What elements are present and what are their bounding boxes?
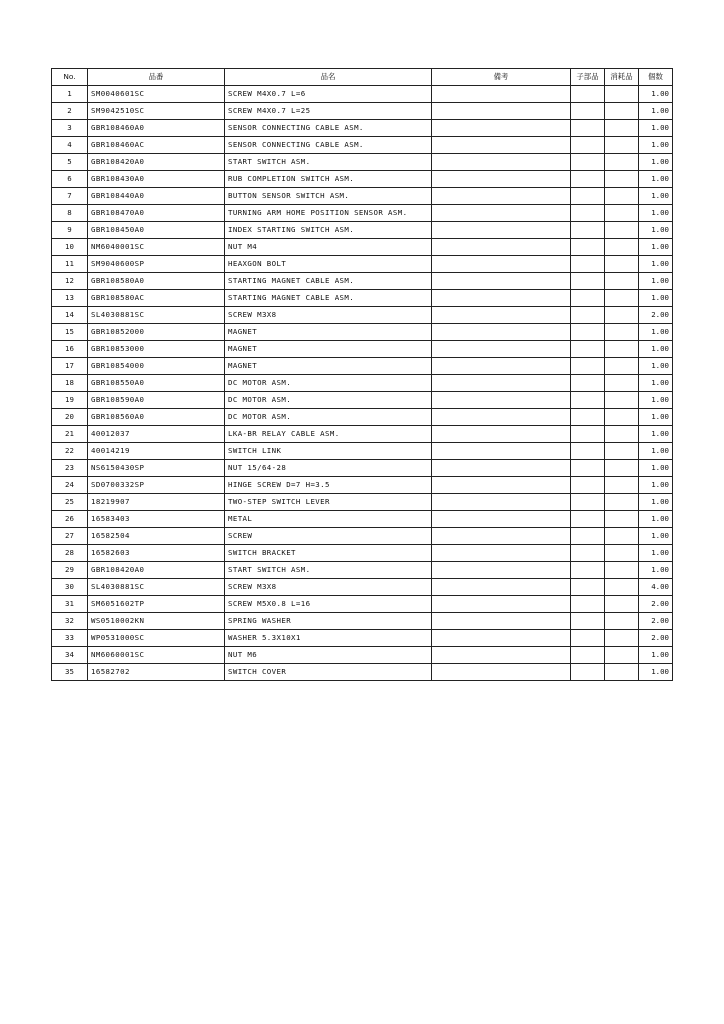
cell-no: 34 — [52, 647, 88, 664]
cell-no: 12 — [52, 273, 88, 290]
cell-no: 25 — [52, 494, 88, 511]
cell-quantity: 1.00 — [639, 443, 673, 460]
table-row — [52, 205, 673, 222]
cell-no: 4 — [52, 137, 88, 154]
cell-remarks — [432, 409, 571, 426]
header-subpart: 子部品 — [571, 69, 605, 86]
cell-no: 13 — [52, 290, 88, 307]
cell-consumable — [605, 120, 639, 137]
cell-quantity: 1.00 — [639, 511, 673, 528]
table-row — [52, 477, 673, 494]
cell-no: 33 — [52, 630, 88, 647]
cell-remarks — [432, 222, 571, 239]
cell-consumable — [605, 358, 639, 375]
cell-subpart — [571, 86, 605, 103]
cell-remarks — [432, 205, 571, 222]
cell-quantity: 1.00 — [639, 103, 673, 120]
cell-consumable — [605, 392, 639, 409]
cell-part-name: MAGNET — [225, 324, 432, 341]
cell-part-no: 40014219 — [88, 443, 225, 460]
cell-part-no: GBR108590A0 — [88, 392, 225, 409]
cell-part-no: GBR10852000 — [88, 324, 225, 341]
cell-part-no: 16582603 — [88, 545, 225, 562]
parts-list-page — [51, 68, 673, 681]
cell-no: 7 — [52, 188, 88, 205]
cell-remarks — [432, 460, 571, 477]
cell-consumable — [605, 341, 639, 358]
cell-part-name: MAGNET — [225, 341, 432, 358]
cell-subpart — [571, 460, 605, 477]
cell-subpart — [571, 341, 605, 358]
table-row — [52, 443, 673, 460]
table-row — [52, 494, 673, 511]
cell-quantity: 1.00 — [639, 664, 673, 681]
cell-remarks — [432, 358, 571, 375]
cell-quantity: 2.00 — [639, 630, 673, 647]
cell-consumable — [605, 324, 639, 341]
cell-remarks — [432, 375, 571, 392]
cell-quantity: 1.00 — [639, 171, 673, 188]
cell-subpart — [571, 528, 605, 545]
cell-subpart — [571, 239, 605, 256]
cell-part-name: METAL — [225, 511, 432, 528]
cell-quantity: 2.00 — [639, 596, 673, 613]
cell-part-name: DC MOTOR ASM. — [225, 392, 432, 409]
cell-quantity: 1.00 — [639, 239, 673, 256]
table-row — [52, 392, 673, 409]
cell-part-no: SL4030881SC — [88, 579, 225, 596]
cell-part-name: SCREW M4X0.7 L=25 — [225, 103, 432, 120]
header-consumable: 消耗品 — [605, 69, 639, 86]
cell-no: 8 — [52, 205, 88, 222]
cell-remarks — [432, 562, 571, 579]
cell-subpart — [571, 256, 605, 273]
cell-remarks — [432, 307, 571, 324]
cell-quantity: 1.00 — [639, 358, 673, 375]
cell-consumable — [605, 443, 639, 460]
cell-no: 3 — [52, 120, 88, 137]
cell-consumable — [605, 137, 639, 154]
cell-consumable — [605, 375, 639, 392]
cell-subpart — [571, 545, 605, 562]
cell-no: 18 — [52, 375, 88, 392]
cell-quantity: 1.00 — [639, 154, 673, 171]
cell-consumable — [605, 613, 639, 630]
cell-consumable — [605, 290, 639, 307]
cell-quantity: 1.00 — [639, 477, 673, 494]
cell-remarks — [432, 273, 571, 290]
cell-no: 22 — [52, 443, 88, 460]
cell-remarks — [432, 596, 571, 613]
cell-part-name: TWO-STEP SWITCH LEVER — [225, 494, 432, 511]
table-row — [52, 426, 673, 443]
cell-no: 29 — [52, 562, 88, 579]
cell-quantity: 1.00 — [639, 375, 673, 392]
header-remarks: 備考 — [432, 69, 571, 86]
table-row — [52, 154, 673, 171]
cell-quantity: 1.00 — [639, 324, 673, 341]
table-row — [52, 630, 673, 647]
cell-subpart — [571, 494, 605, 511]
cell-consumable — [605, 273, 639, 290]
cell-subpart — [571, 562, 605, 579]
cell-part-no: NM6040001SC — [88, 239, 225, 256]
cell-remarks — [432, 528, 571, 545]
cell-consumable — [605, 222, 639, 239]
cell-part-name: START SWITCH ASM. — [225, 562, 432, 579]
cell-part-name: SWITCH COVER — [225, 664, 432, 681]
cell-no: 23 — [52, 460, 88, 477]
cell-subpart — [571, 511, 605, 528]
cell-quantity: 4.00 — [639, 579, 673, 596]
cell-no: 32 — [52, 613, 88, 630]
table-row — [52, 375, 673, 392]
parts-table — [51, 68, 673, 681]
cell-part-no: GBR10853000 — [88, 341, 225, 358]
cell-subpart — [571, 324, 605, 341]
cell-part-name: STARTING MAGNET CABLE ASM. — [225, 273, 432, 290]
table-row — [52, 307, 673, 324]
table-row — [52, 460, 673, 477]
cell-remarks — [432, 290, 571, 307]
cell-subpart — [571, 613, 605, 630]
table-row — [52, 324, 673, 341]
cell-subpart — [571, 120, 605, 137]
cell-part-name: SCREW M4X0.7 L=6 — [225, 86, 432, 103]
cell-subpart — [571, 290, 605, 307]
cell-quantity: 1.00 — [639, 562, 673, 579]
cell-no: 9 — [52, 222, 88, 239]
cell-part-no: SM9040600SP — [88, 256, 225, 273]
cell-subpart — [571, 171, 605, 188]
cell-consumable — [605, 171, 639, 188]
cell-no: 16 — [52, 341, 88, 358]
cell-part-no: 16582702 — [88, 664, 225, 681]
cell-part-no: SM6051602TP — [88, 596, 225, 613]
cell-consumable — [605, 409, 639, 426]
cell-part-name: HEAXGON BOLT — [225, 256, 432, 273]
table-row — [52, 562, 673, 579]
table-row — [52, 664, 673, 681]
cell-subpart — [571, 596, 605, 613]
cell-no: 2 — [52, 103, 88, 120]
cell-part-name: LKA-BR RELAY CABLE ASM. — [225, 426, 432, 443]
cell-subpart — [571, 477, 605, 494]
cell-no: 30 — [52, 579, 88, 596]
cell-subpart — [571, 358, 605, 375]
cell-consumable — [605, 494, 639, 511]
cell-remarks — [432, 545, 571, 562]
cell-remarks — [432, 188, 571, 205]
cell-part-no: SM0040601SC — [88, 86, 225, 103]
cell-remarks — [432, 324, 571, 341]
cell-no: 10 — [52, 239, 88, 256]
cell-part-name: DC MOTOR ASM. — [225, 375, 432, 392]
cell-part-name: NUT M4 — [225, 239, 432, 256]
cell-consumable — [605, 562, 639, 579]
table-row — [52, 358, 673, 375]
cell-part-name: WASHER 5.3X10X1 — [225, 630, 432, 647]
cell-part-no: SL4030881SC — [88, 307, 225, 324]
cell-part-name: SENSOR CONNECTING CABLE ASM. — [225, 120, 432, 137]
cell-part-name: DC MOTOR ASM. — [225, 409, 432, 426]
cell-remarks — [432, 647, 571, 664]
cell-part-name: SWITCH BRACKET — [225, 545, 432, 562]
cell-quantity: 1.00 — [639, 647, 673, 664]
cell-part-no: 16583403 — [88, 511, 225, 528]
cell-remarks — [432, 579, 571, 596]
cell-consumable — [605, 239, 639, 256]
cell-part-name: RUB COMPLETION SWITCH ASM. — [225, 171, 432, 188]
cell-part-no: GBR108580AC — [88, 290, 225, 307]
cell-consumable — [605, 154, 639, 171]
cell-consumable — [605, 188, 639, 205]
cell-part-no: GBR108460A0 — [88, 120, 225, 137]
cell-remarks — [432, 477, 571, 494]
table-row — [52, 137, 673, 154]
cell-subpart — [571, 137, 605, 154]
cell-subpart — [571, 392, 605, 409]
cell-quantity: 1.00 — [639, 290, 673, 307]
cell-remarks — [432, 120, 571, 137]
cell-part-name: INDEX STARTING SWITCH ASM. — [225, 222, 432, 239]
cell-no: 1 — [52, 86, 88, 103]
cell-subpart — [571, 154, 605, 171]
cell-consumable — [605, 103, 639, 120]
cell-quantity: 1.00 — [639, 137, 673, 154]
cell-no: 15 — [52, 324, 88, 341]
cell-part-no: GBR108550A0 — [88, 375, 225, 392]
cell-subpart — [571, 307, 605, 324]
table-row — [52, 188, 673, 205]
cell-subpart — [571, 273, 605, 290]
cell-quantity: 1.00 — [639, 86, 673, 103]
table-body — [52, 86, 673, 681]
cell-no: 14 — [52, 307, 88, 324]
cell-part-no: GBR108560A0 — [88, 409, 225, 426]
cell-part-no: GBR108430A0 — [88, 171, 225, 188]
table-row — [52, 273, 673, 290]
header-quantity: 個数 — [639, 69, 673, 86]
cell-no: 26 — [52, 511, 88, 528]
table-row — [52, 86, 673, 103]
cell-quantity: 1.00 — [639, 494, 673, 511]
cell-consumable — [605, 528, 639, 545]
cell-part-no: GBR108460AC — [88, 137, 225, 154]
table-row — [52, 341, 673, 358]
cell-no: 20 — [52, 409, 88, 426]
cell-consumable — [605, 426, 639, 443]
cell-no: 5 — [52, 154, 88, 171]
header-no: No. — [52, 69, 88, 86]
cell-quantity: 1.00 — [639, 545, 673, 562]
cell-consumable — [605, 579, 639, 596]
cell-quantity: 1.00 — [639, 256, 673, 273]
cell-no: 19 — [52, 392, 88, 409]
cell-no: 11 — [52, 256, 88, 273]
table-row — [52, 239, 673, 256]
cell-consumable — [605, 630, 639, 647]
cell-part-no: NM6060001SC — [88, 647, 225, 664]
table-row — [52, 256, 673, 273]
cell-consumable — [605, 545, 639, 562]
table-row — [52, 290, 673, 307]
cell-remarks — [432, 154, 571, 171]
cell-consumable — [605, 86, 639, 103]
cell-quantity: 1.00 — [639, 188, 673, 205]
cell-part-name: MAGNET — [225, 358, 432, 375]
cell-part-name: NUT M6 — [225, 647, 432, 664]
cell-part-name: BUTTON SENSOR SWITCH ASM. — [225, 188, 432, 205]
table-row — [52, 647, 673, 664]
table-row — [52, 409, 673, 426]
cell-no: 31 — [52, 596, 88, 613]
cell-quantity: 1.00 — [639, 409, 673, 426]
cell-part-name: SWITCH LINK — [225, 443, 432, 460]
cell-no: 17 — [52, 358, 88, 375]
cell-part-no: GBR108440A0 — [88, 188, 225, 205]
cell-part-no: SM9042510SC — [88, 103, 225, 120]
cell-no: 28 — [52, 545, 88, 562]
cell-part-name: START SWITCH ASM. — [225, 154, 432, 171]
cell-subpart — [571, 426, 605, 443]
cell-subpart — [571, 409, 605, 426]
table-row — [52, 171, 673, 188]
cell-quantity: 1.00 — [639, 460, 673, 477]
cell-remarks — [432, 256, 571, 273]
cell-part-no: GBR108420A0 — [88, 154, 225, 171]
cell-subpart — [571, 579, 605, 596]
cell-subpart — [571, 375, 605, 392]
cell-remarks — [432, 511, 571, 528]
cell-part-name: STARTING MAGNET CABLE ASM. — [225, 290, 432, 307]
cell-consumable — [605, 307, 639, 324]
cell-remarks — [432, 341, 571, 358]
cell-remarks — [432, 630, 571, 647]
cell-quantity: 1.00 — [639, 205, 673, 222]
cell-consumable — [605, 596, 639, 613]
cell-part-name: NUT 15/64-28 — [225, 460, 432, 477]
cell-consumable — [605, 664, 639, 681]
cell-part-no: 16582504 — [88, 528, 225, 545]
table-row — [52, 511, 673, 528]
cell-consumable — [605, 647, 639, 664]
cell-subpart — [571, 443, 605, 460]
cell-remarks — [432, 103, 571, 120]
cell-remarks — [432, 494, 571, 511]
cell-part-no: 18219907 — [88, 494, 225, 511]
cell-remarks — [432, 392, 571, 409]
cell-no: 24 — [52, 477, 88, 494]
cell-part-name: SCREW M3X8 — [225, 307, 432, 324]
cell-no: 6 — [52, 171, 88, 188]
cell-subpart — [571, 188, 605, 205]
cell-subpart — [571, 630, 605, 647]
cell-part-no: SD0700332SP — [88, 477, 225, 494]
cell-subpart — [571, 103, 605, 120]
cell-no: 27 — [52, 528, 88, 545]
cell-quantity: 1.00 — [639, 528, 673, 545]
cell-quantity: 2.00 — [639, 613, 673, 630]
cell-part-no: WP0531000SC — [88, 630, 225, 647]
cell-part-no: NS6150430SP — [88, 460, 225, 477]
cell-quantity: 1.00 — [639, 426, 673, 443]
cell-remarks — [432, 426, 571, 443]
cell-consumable — [605, 460, 639, 477]
cell-quantity: 1.00 — [639, 341, 673, 358]
table-row — [52, 103, 673, 120]
cell-part-no: GBR108470A0 — [88, 205, 225, 222]
cell-part-name: HINGE SCREW D=7 H=3.5 — [225, 477, 432, 494]
cell-quantity: 1.00 — [639, 120, 673, 137]
table-row — [52, 120, 673, 137]
cell-part-name: SENSOR CONNECTING CABLE ASM. — [225, 137, 432, 154]
cell-consumable — [605, 205, 639, 222]
cell-subpart — [571, 222, 605, 239]
cell-quantity: 1.00 — [639, 222, 673, 239]
cell-part-name: SPRING WASHER — [225, 613, 432, 630]
cell-part-no: GBR108450A0 — [88, 222, 225, 239]
cell-subpart — [571, 205, 605, 222]
cell-remarks — [432, 137, 571, 154]
cell-part-no: WS0510002KN — [88, 613, 225, 630]
cell-remarks — [432, 86, 571, 103]
cell-part-name: SCREW — [225, 528, 432, 545]
cell-part-no: GBR108420A0 — [88, 562, 225, 579]
cell-remarks — [432, 239, 571, 256]
header-row — [52, 69, 673, 86]
cell-subpart — [571, 647, 605, 664]
table-row — [52, 222, 673, 239]
cell-consumable — [605, 511, 639, 528]
table-row — [52, 613, 673, 630]
cell-remarks — [432, 613, 571, 630]
table-row — [52, 528, 673, 545]
cell-no: 35 — [52, 664, 88, 681]
cell-remarks — [432, 664, 571, 681]
cell-part-no: 40012037 — [88, 426, 225, 443]
table-row — [52, 596, 673, 613]
cell-no: 21 — [52, 426, 88, 443]
cell-quantity: 1.00 — [639, 392, 673, 409]
cell-remarks — [432, 171, 571, 188]
cell-part-name: SCREW M3X8 — [225, 579, 432, 596]
cell-consumable — [605, 477, 639, 494]
cell-part-name: TURNING ARM HOME POSITION SENSOR ASM. — [225, 205, 432, 222]
header-part-name: 品名 — [225, 69, 432, 86]
table-row — [52, 545, 673, 562]
table-row — [52, 579, 673, 596]
cell-part-name: SCREW M5X0.8 L=16 — [225, 596, 432, 613]
cell-consumable — [605, 256, 639, 273]
cell-remarks — [432, 443, 571, 460]
cell-quantity: 1.00 — [639, 273, 673, 290]
header-part-no: 品番 — [88, 69, 225, 86]
cell-part-no: GBR10854000 — [88, 358, 225, 375]
cell-quantity: 2.00 — [639, 307, 673, 324]
cell-part-no: GBR108580A0 — [88, 273, 225, 290]
cell-subpart — [571, 664, 605, 681]
